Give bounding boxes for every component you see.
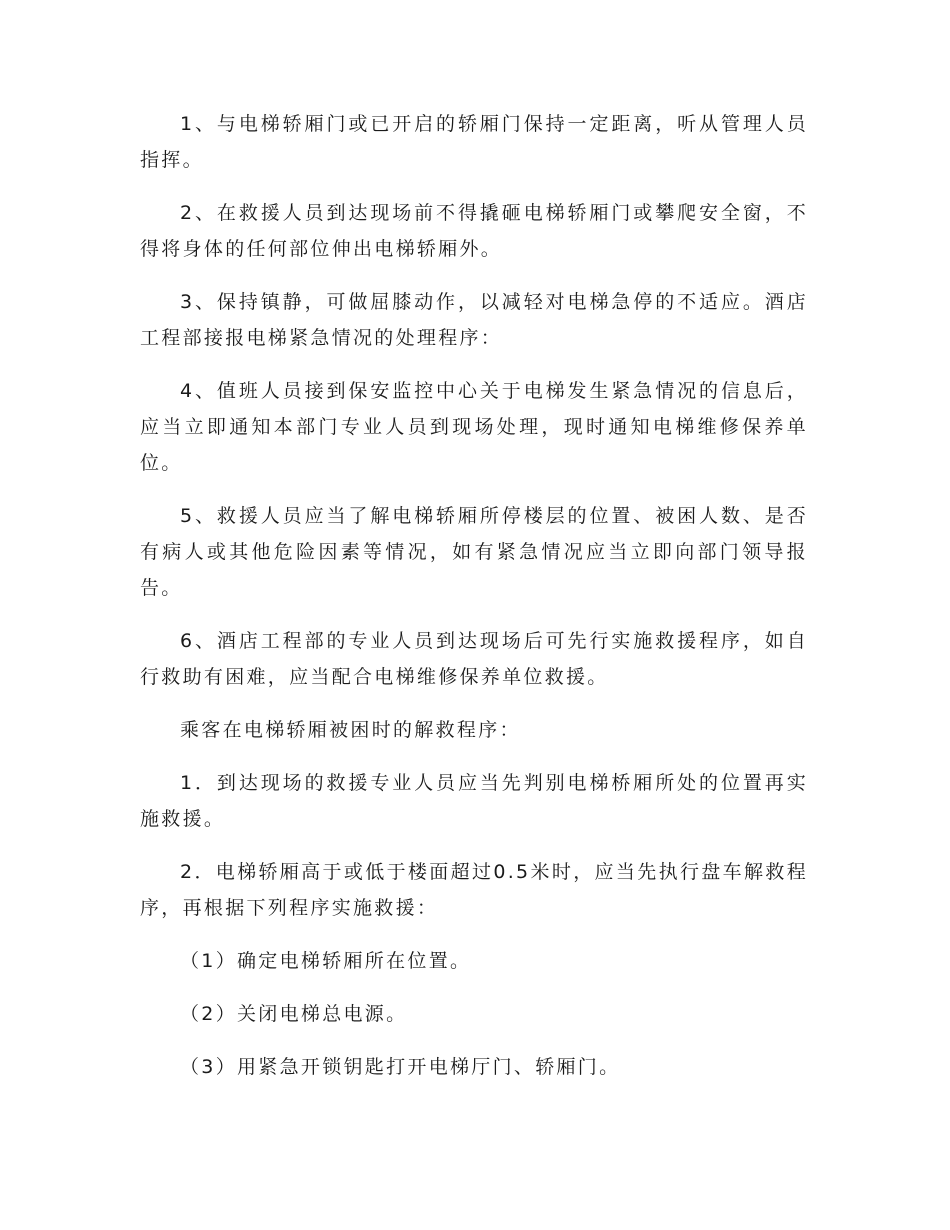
paragraph-6: 6、酒店工程部的专业人员到达现场后可先行实施救援程序，如自行救助有困难，应当配合电梯维修保养单位救援。 xyxy=(140,630,808,688)
rescue-substep-2: （2）关闭电梯总电源。 xyxy=(180,1003,408,1025)
paragraph-3: 3、保持镇静，可做屈膝动作，以减轻对电梯急停的不适应。酒店工程部接报电梯紧急情况的处理程序： xyxy=(140,291,808,349)
paragraph-2: 2、在救援人员到达现场前不得撬砸电梯轿厢门或攀爬安全窗，不得将身体的任何部位伸出电梯轿厢外。 xyxy=(140,202,808,260)
rescue-substep-1: （1）确定电梯轿厢所在位置。 xyxy=(180,950,472,972)
section-heading-rescue: 乘客在电梯轿厢被困时的解救程序： xyxy=(180,719,521,741)
paragraph-1: 1、与电梯轿厢门或已开启的轿厢门保持一定距离，听从管理人员指挥。 xyxy=(140,113,808,171)
paragraph-5: 5、救援人员应当了解电梯轿厢所停楼层的位置、被困人数、是否有病人或其他危险因素等情况，如有紧急情况应当立即向部门领导报告。 xyxy=(140,505,808,599)
rescue-step-1: 1．到达现场的救援专业人员应当先判别电梯桥厢所处的位置再实施救援。 xyxy=(140,772,808,830)
rescue-substep-3: （3）用紧急开锁钥匙打开电梯厅门、轿厢门。 xyxy=(180,1056,621,1078)
paragraph-4: 4、值班人员接到保安监控中心关于电梯发生紧急情况的信息后，应当立即通知本部门专业人员到现场处理，现时通知电梯维修保养单位。 xyxy=(140,380,808,474)
rescue-step-2: 2．电梯轿厢高于或低于楼面超过0.5米时，应当先执行盘车解救程序，再根据下列程序实施救援： xyxy=(140,861,808,919)
document-body xyxy=(140,106,808,1102)
